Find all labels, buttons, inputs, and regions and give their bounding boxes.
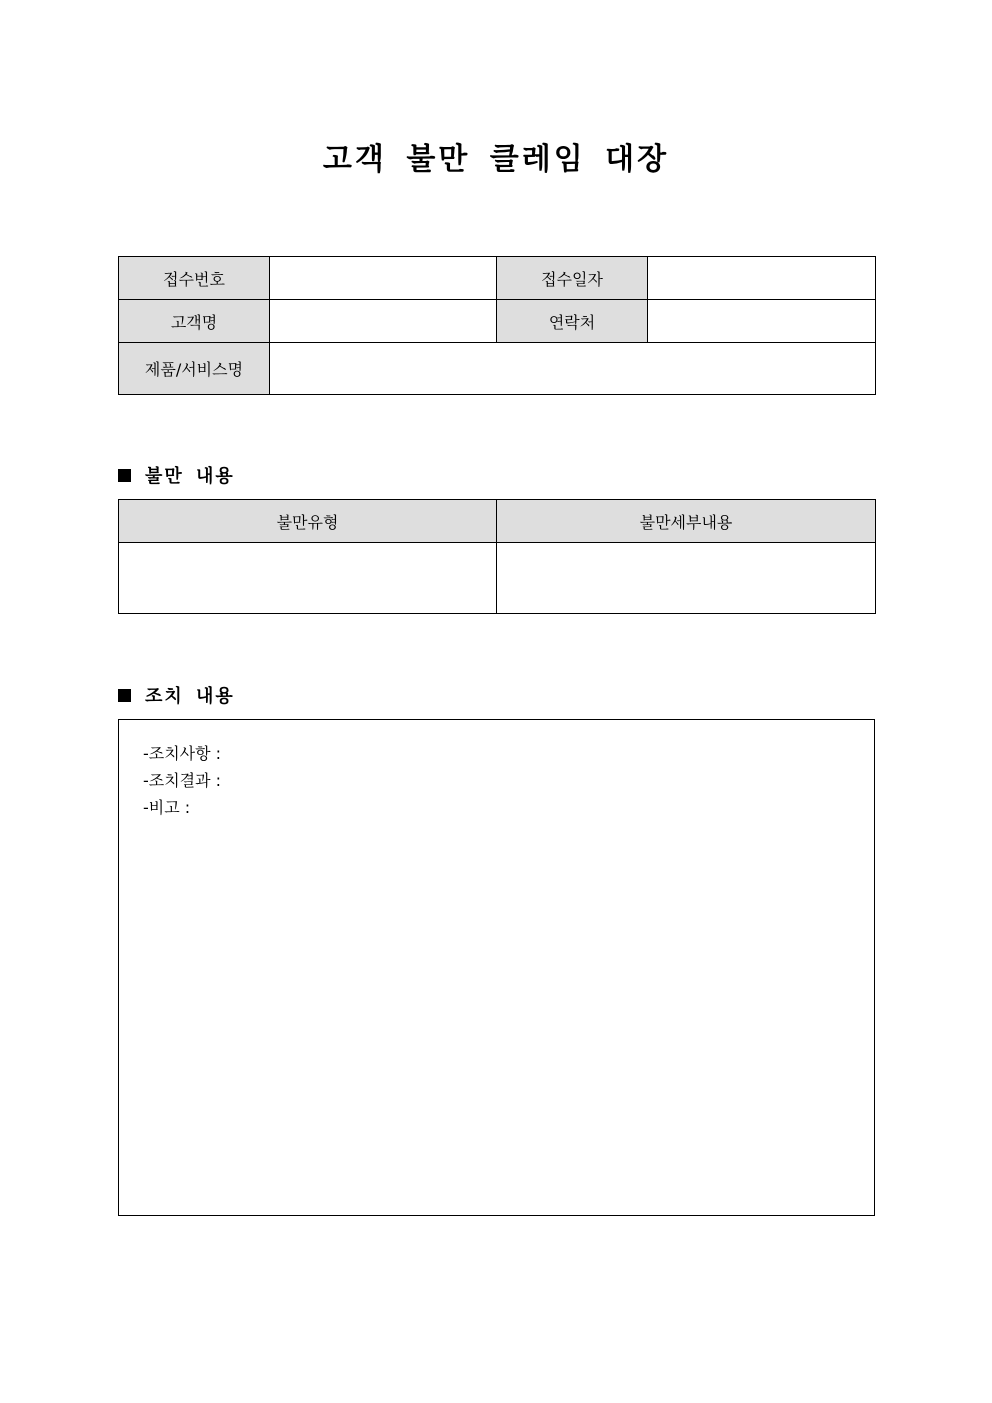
action-content-box[interactable] [118,719,875,1216]
action-item-result: -조치결과 : [143,771,222,790]
complaint-type-field[interactable] [119,543,497,614]
receipt-no-label: 접수번호 [119,257,270,300]
table-row [119,257,876,300]
complaint-heading-text: 불만 내용 [145,466,235,487]
table-row [119,343,876,395]
receipt-date-label: 접수일자 [497,257,648,300]
receipt-date-field[interactable] [648,257,876,300]
action-item-measures: -조치사항 : [143,744,222,763]
table-row [119,543,876,614]
page-title: 고객 불만 클레임 대장 [322,142,670,177]
receipt-no-field[interactable] [270,257,497,300]
complaint-detail-header: 불만세부내용 [497,500,876,543]
action-lines [143,740,221,821]
table-header-row [119,500,876,543]
action-item-remarks: -비고 : [143,798,191,817]
square-bullet-icon [118,689,131,702]
square-bullet-icon [118,469,131,482]
table-row [119,300,876,343]
contact-field[interactable] [648,300,876,343]
contact-label: 연락처 [497,300,648,343]
complaint-type-header: 불만유형 [119,500,497,543]
complaint-table [118,499,876,614]
complaint-section-heading [118,462,235,488]
product-label: 제품/서비스명 [119,343,270,395]
complaint-detail-field[interactable] [497,543,876,614]
product-field[interactable] [270,343,876,395]
customer-name-field[interactable] [270,300,497,343]
info-table [118,256,876,395]
action-heading-text: 조치 내용 [145,686,235,707]
action-section-heading [118,682,235,708]
customer-name-label: 고객명 [119,300,270,343]
